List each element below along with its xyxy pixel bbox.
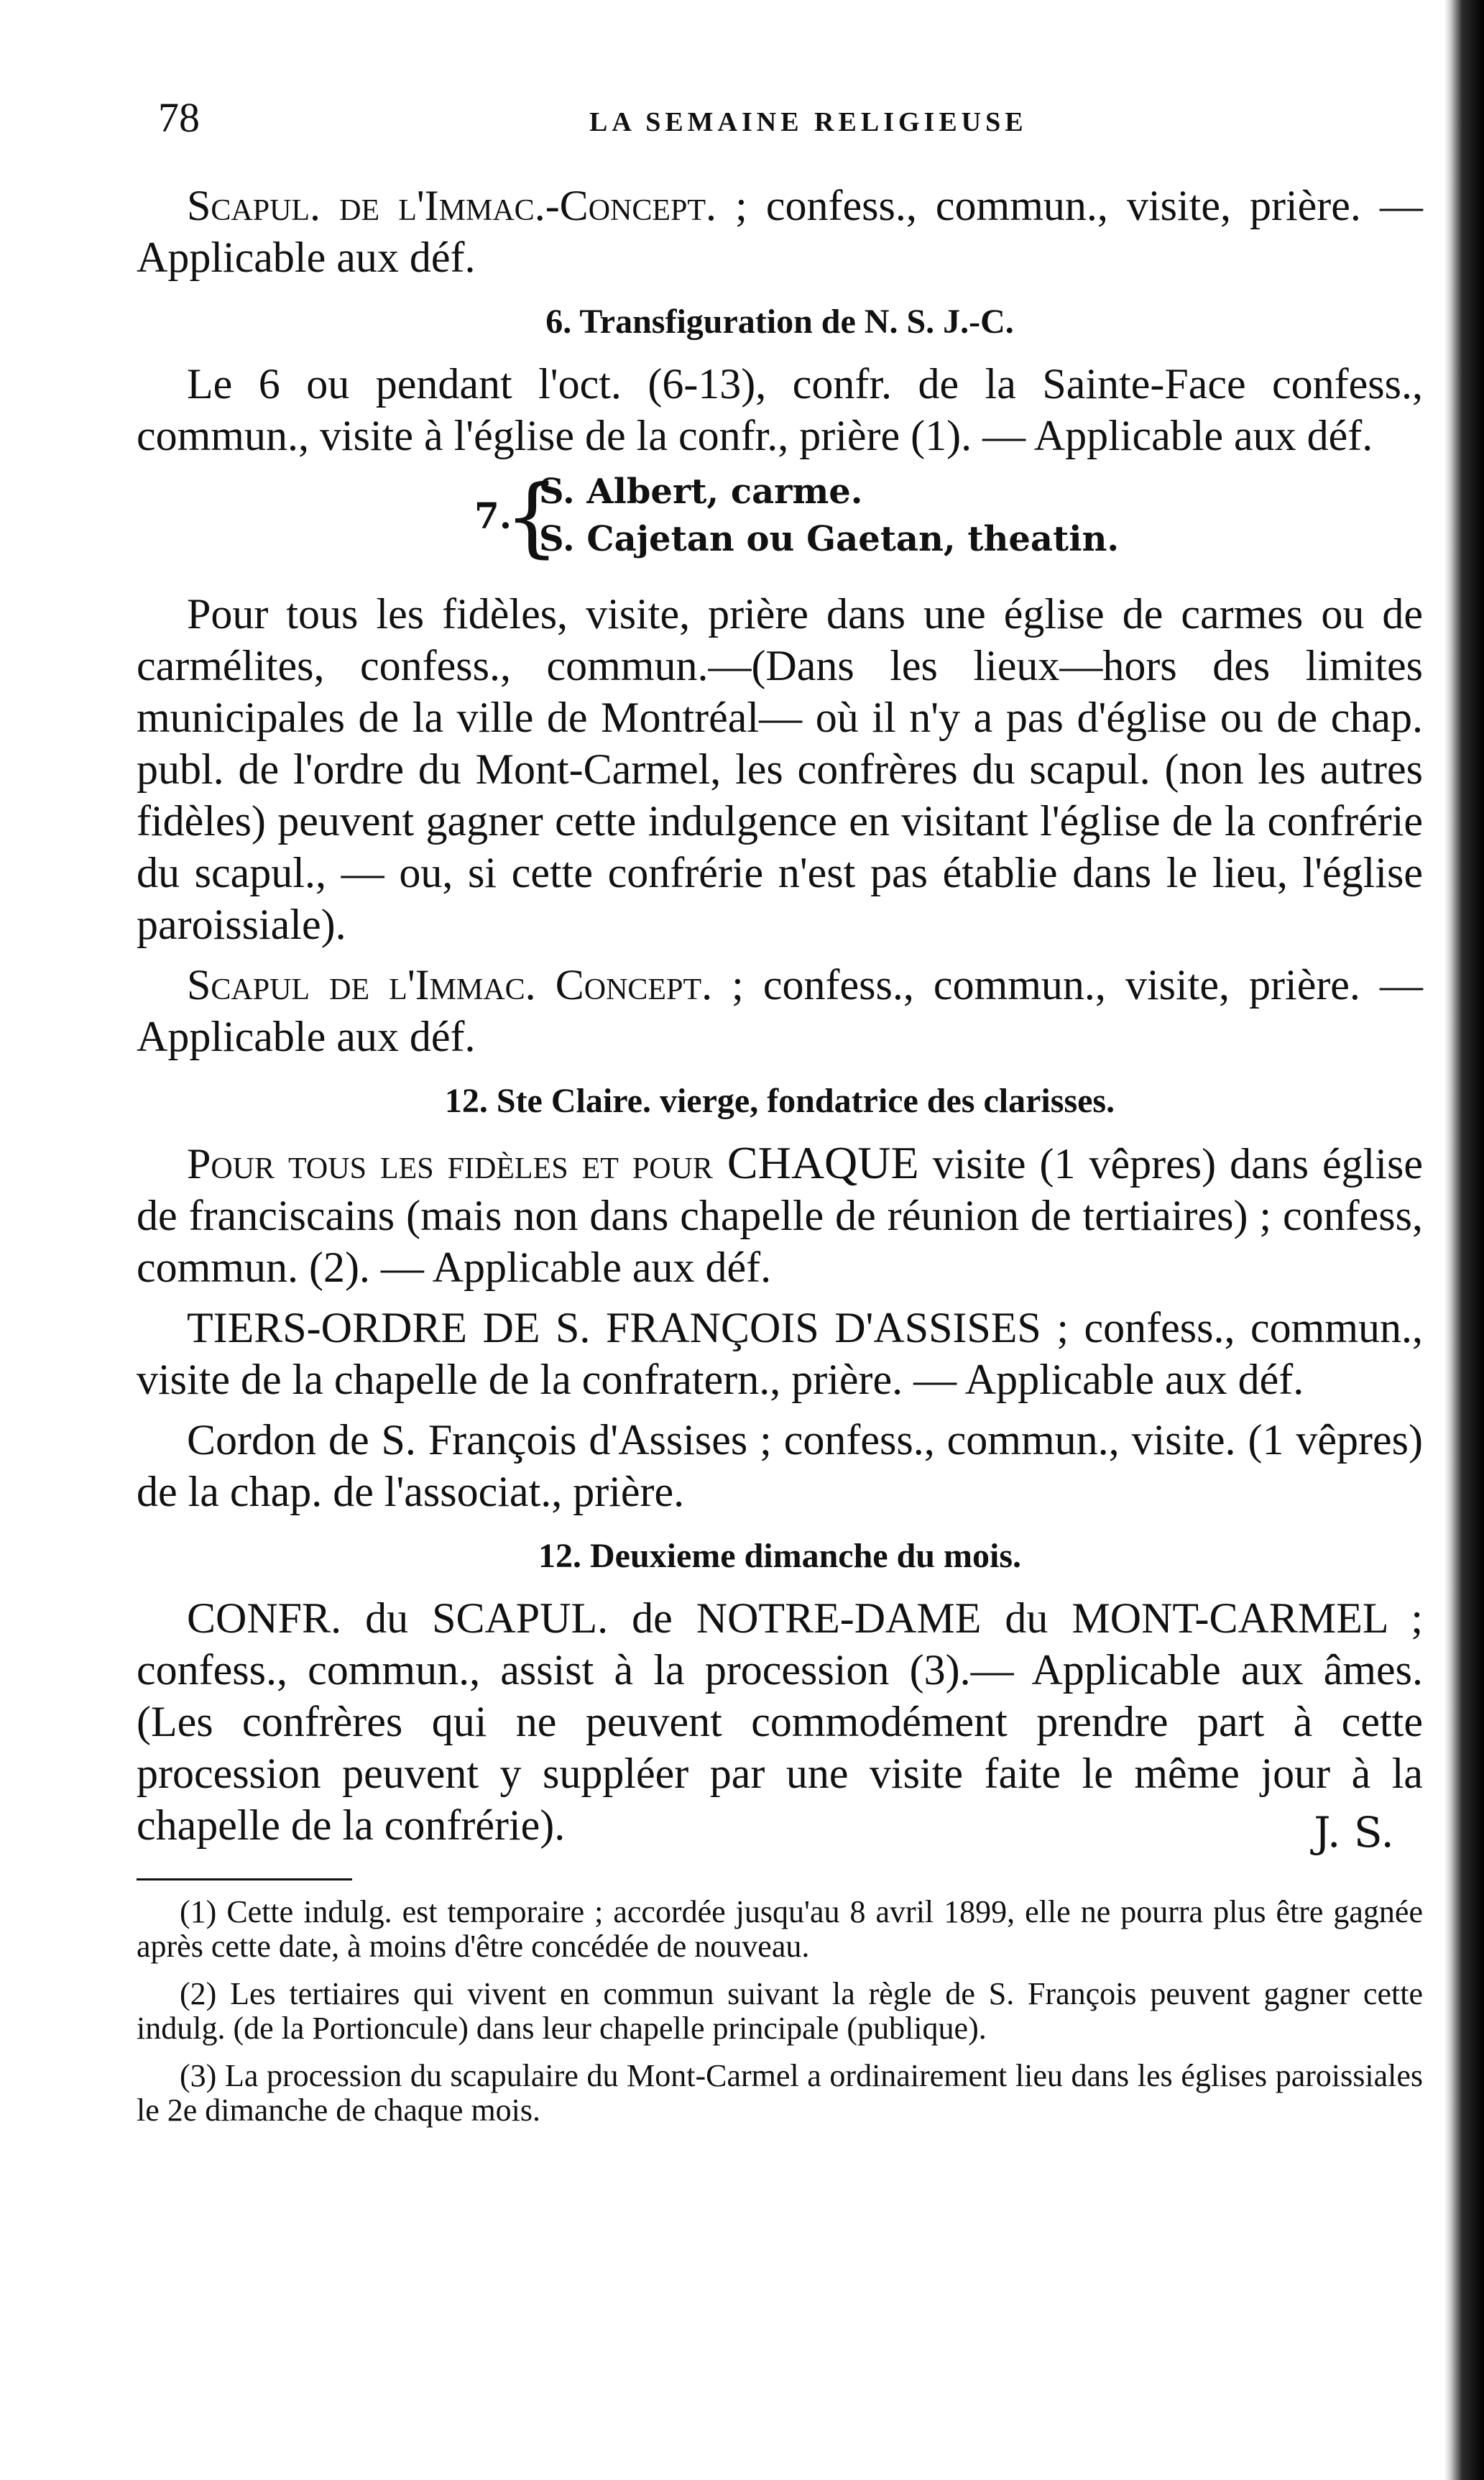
paragraph-scapul-immac-1 [137, 180, 1423, 283]
paragraph-lead: TIERS-ORDRE DE S. FRANÇOIS D'ASSISES [187, 1304, 1041, 1351]
feast-line-albert: S. Albert, carme. [539, 472, 863, 512]
paragraph-lead: Pour tous les fidèles et pour [187, 1140, 713, 1188]
paragraph-scapul-immac-2 [137, 959, 1423, 1062]
running-title: LA SEMAINE RELIGIEUSE [589, 107, 1028, 137]
signature: J. S. [1314, 1808, 1394, 1857]
paragraph-text: ; confess., commun., visite, prière. — Applicable aux déf. [137, 961, 1424, 1060]
paragraph-chaque: CHAQUE [712, 1137, 919, 1188]
paragraph-cordon: Cordon de S. François d'Assises ; confess., commun., visite. (1 vêpres) de la chap. de l'associat., prière. [137, 1416, 1423, 1515]
paragraph-franciscains [137, 1137, 1423, 1293]
footnote-1: (1) Cette indulg. est temporaire ; accordée jusqu'au 8 avril 1899, elle ne pourra plus être gagnée après cette date, à moins d'être concédée de nouveau. [137, 1894, 1423, 1964]
feast-brace-group [137, 467, 1423, 571]
page-body [137, 180, 1423, 2141]
paragraph-carmes: Pour tous les fidèles, visite, prière dans une église de carmes ou de carmélites, confess., commun.—(Dans les lieux—hors des limites municipales de la ville de Montréal— où il n'y a pas d'église ou de chap. publ. de l'ordre du Mont-Carmel, les confrères du scapul. (non les autres fidèles) peuvent gagner cette indulgence en visitant l'église de la confrérie du scapul., — ou, si cette confrérie n'est pas établie dans le lieu, l'église paroissiale). [137, 590, 1423, 948]
paragraph-tiers-ordre [137, 1302, 1423, 1405]
feast-number: 7. [474, 495, 512, 537]
page-number: 78 [158, 94, 200, 141]
footnote-3: (3) La procession du scapulaire du Mont-Carmel a ordinairement lieu dans les églises paroissiales le 2e dimanche de chaque mois. [137, 2058, 1423, 2128]
heading-deuxieme-dimanche: 12. Deuxieme dimanche du mois. [538, 1537, 1021, 1575]
paragraph-lead: Scapul. de l'Immac.-Concept. [187, 182, 717, 229]
footnote-rule [137, 1878, 352, 1880]
heading-transfiguration: 6. Transfiguration de N. S. J.-C. [545, 303, 1014, 341]
paragraph-lead: Scapul de l'Immac. Concept. [187, 961, 713, 1009]
heading-ste-claire: 12. Ste Claire. vierge, fondatrice des clarisses. [444, 1082, 1115, 1120]
brace-glyph: { [504, 467, 560, 567]
paragraph-sainte-face: Le 6 ou pendant l'oct. (6-13), confr. de la Sainte-Face confess., commun., visite à l'église de la confr., prière (1). — Applicable aux déf. [137, 360, 1423, 459]
feast-line-cajetan: S. Cajetan ou Gaetan, theatin. [539, 519, 1120, 559]
paragraph-text: visite (1 vêpres) dans église de franciscains (mais non dans chapelle de réunion de tertiaires) ; confess, commun. (2). — Applicable aux déf. [137, 1140, 1423, 1291]
footnote-2: (2) Les tertiaires qui vivent en commun suivant la règle de S. François peuvent gagner cette indulg. (de la Portioncule) dans leur chapelle principale (publique). [137, 1976, 1423, 2046]
paragraph-text: ; confess., commun., visite de la chapelle de la confratern., prière. — Applicable aux déf. [137, 1304, 1423, 1403]
paragraph-text: ; confess., commun., visite, prière. — Applicable aux déf. [137, 182, 1424, 281]
paragraph-lead: CONFR. du SCAPUL. de NOTRE-DAME du MONT-CARMEL [187, 1594, 1388, 1642]
scan-edge-shadow [1444, 0, 1484, 2480]
paragraph-text: ; confess., commun., assist à la procession (3).— Applicable aux âmes. (Les confrères qui ne peuvent commodément prendre part à cette procession peuvent y suppléer par une visite faite le même jour à la chapelle de la confrérie). [137, 1594, 1423, 1849]
page-header [158, 93, 1380, 151]
